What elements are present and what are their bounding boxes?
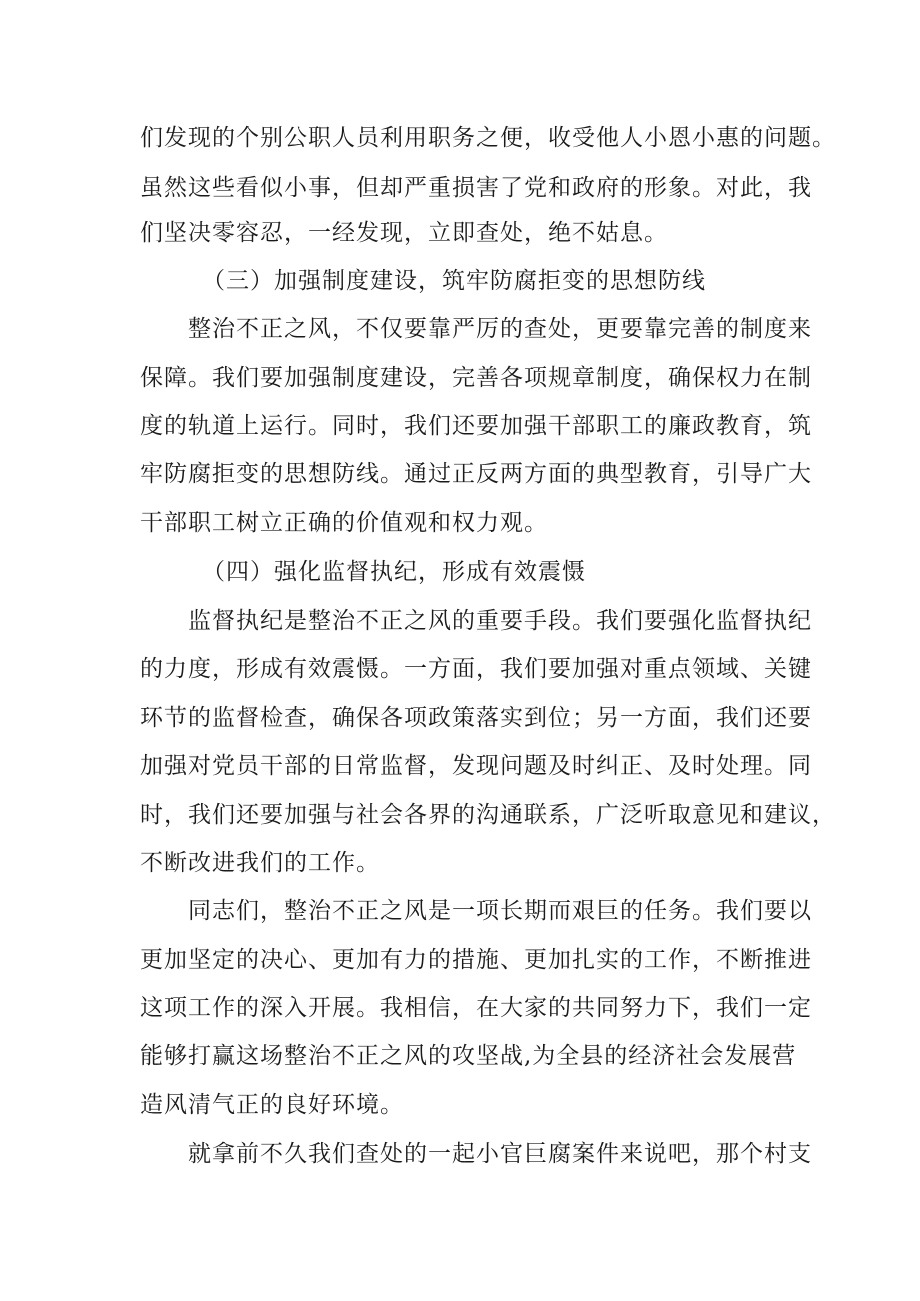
text-line: 就拿前不久我们查处的一起小官巨腐案件来说吧，那个村支: [188, 1141, 812, 1167]
section-heading: （三）加强制度建设，筑牢防腐拒变的思想防线: [202, 268, 706, 294]
text-line: 能够打赢这场整治不正之风的攻坚战,为全县的经济社会发展营: [140, 1043, 797, 1069]
text-line: 监督执纪是整治不正之风的重要手段。我们要强化监督执纪: [188, 608, 812, 634]
text-line: 们坚决零容忍，一经发现，立即查处，绝不姑息。: [140, 220, 668, 246]
text-line: 环节的监督检查，确保各项政策落实到位；另一方面，我们还要: [140, 705, 812, 731]
text-line: 更加坚定的决心、更加有力的措施、更加扎实的工作，不断推进: [140, 947, 812, 973]
text-line: 们发现的个别公职人员利用职务之便，收受他人小恩小惠的问题。: [140, 125, 836, 151]
text-line: 时，我们还要加强与社会各界的沟通联系，广泛听取意见和建议，: [140, 802, 836, 828]
text-line: 干部职工树立正确的价值观和权力观。: [140, 510, 548, 536]
text-line: 度的轨道上运行。同时，我们还要加强干部职工的廉政教育，筑: [140, 413, 812, 439]
text-line: 牢防腐拒变的思想防线。通过正反两方面的典型教育，引导广大: [140, 461, 812, 487]
text-line: 加强对党员干部的日常监督，发现问题及时纠正、及时处理。同: [140, 753, 812, 779]
text-line: 这项工作的深入开展。我相信，在大家的共同努力下，我们一定: [140, 995, 812, 1021]
text-line: 不断改进我们的工作。: [140, 850, 380, 876]
text-line: 保障。我们要加强制度建设，完善各项规章制度，确保权力在制: [140, 365, 812, 391]
text-line: 的力度，形成有效震慑。一方面，我们要加强对重点领域、关键: [140, 656, 812, 682]
section-heading: （四）强化监督执纪，形成有效震慑: [202, 559, 586, 585]
text-line: 整治不正之风，不仅要靠严厉的查处，更要靠完善的制度来: [188, 316, 812, 342]
text-line: 造风清气正的良好环境。: [140, 1092, 404, 1118]
text-line: 虽然这些看似小事，但却严重损害了党和政府的形象。对此，我: [140, 175, 812, 201]
text-line: 同志们，整治不正之风是一项长期而艰巨的任务。我们要以: [188, 898, 812, 924]
